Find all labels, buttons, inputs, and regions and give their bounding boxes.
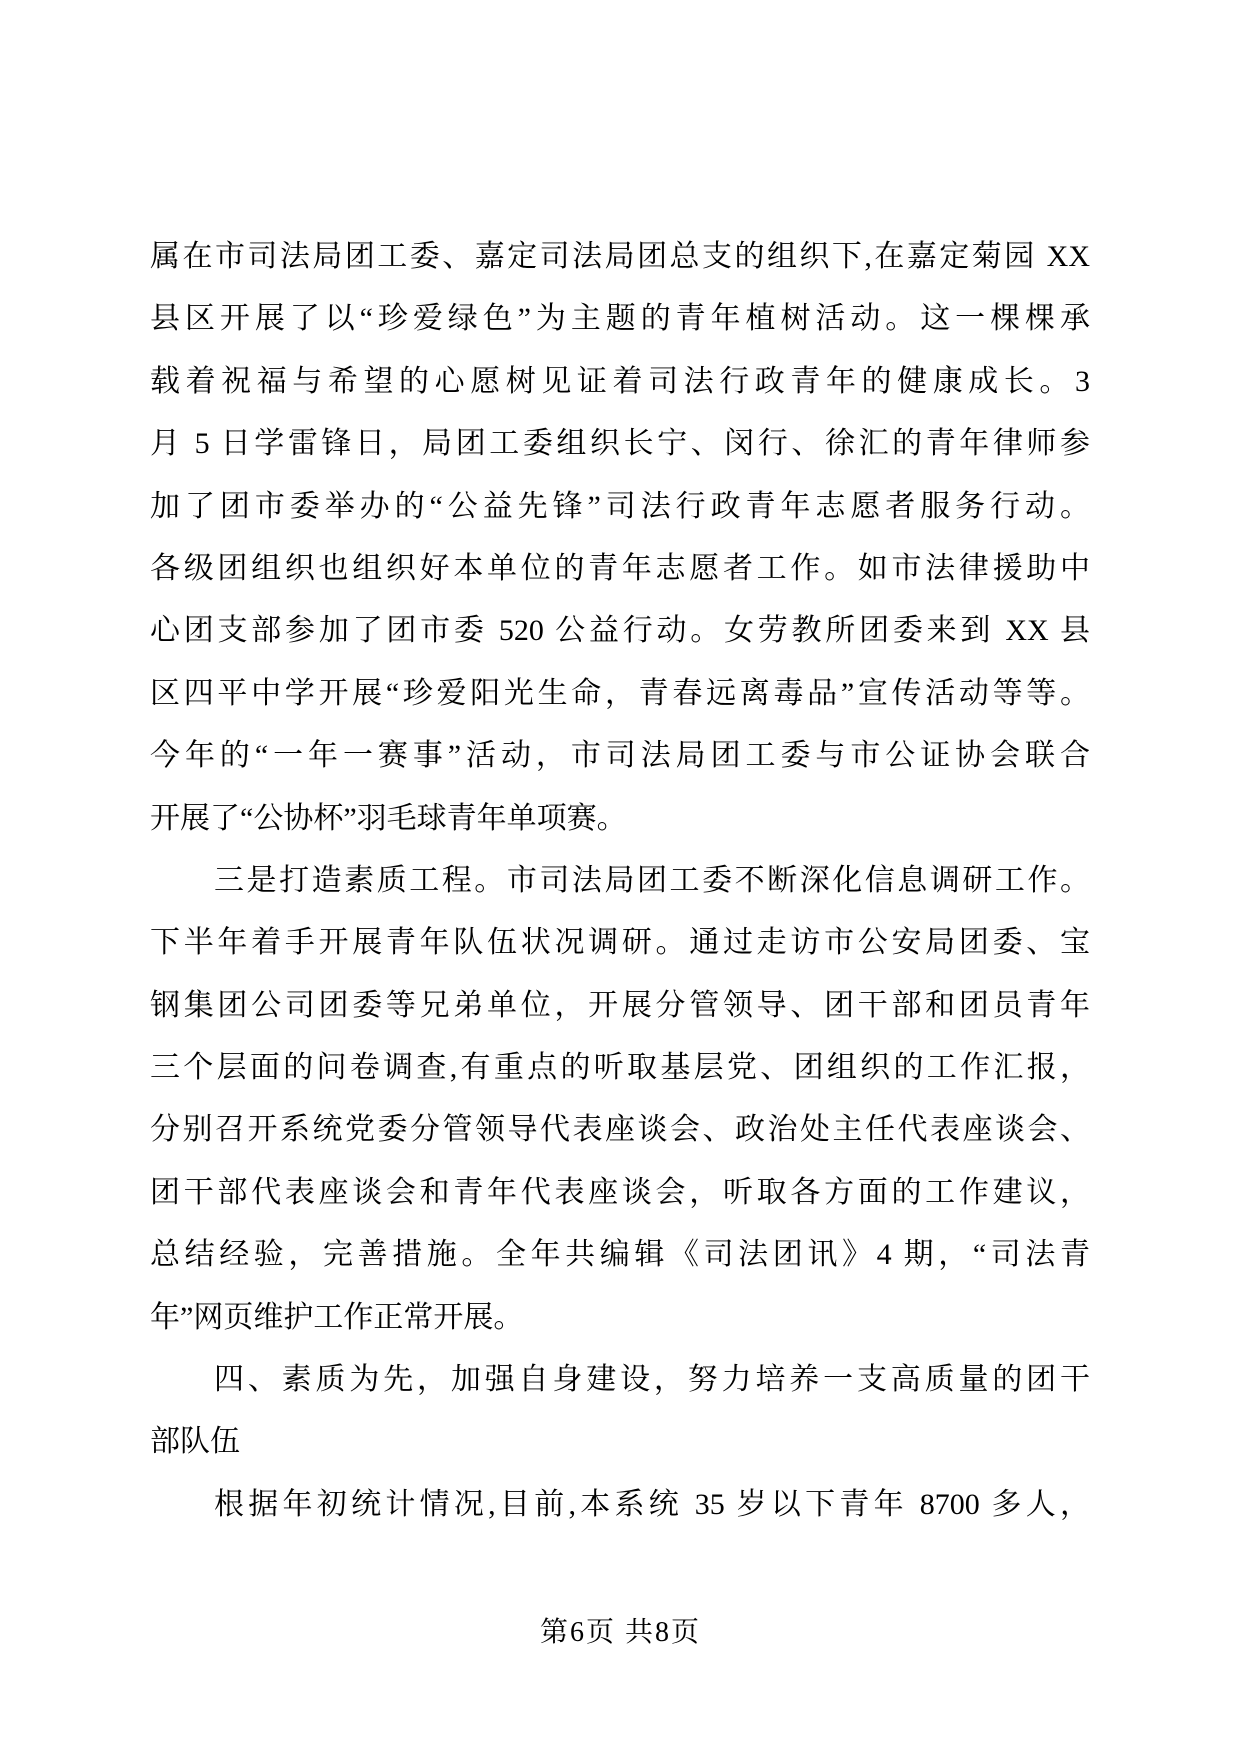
text-line: 载着祝福与希望的心愿树见证着司法行政青年的健康成长。3 [150,364,1090,398]
text-line: 三是打造素质工程。市司法局团工委不断深化信息调研工作。 [214,863,1090,897]
text-line: 分别召开系统党委分管领导代表座谈会、政治处主任代表座谈会、 [150,1113,1090,1147]
text-line: 部队伍 [150,1425,240,1459]
text-line: 团干部代表座谈会和青年代表座谈会，听取各方面的工作建议， [150,1175,1090,1209]
text-line: 区四平中学开展“珍爱阳光生命，青春远离毒品”宣传活动等等。 [150,676,1090,710]
text-line: 心团支部参加了团市委 520 公益行动。女劳教所团委来到 XX 县 [150,614,1090,648]
text-line: 月 5 日学雷锋日，局团工委组织长宁、闵行、徐汇的青年律师参 [150,427,1090,461]
text-line: 总结经验，完善措施。全年共编辑《司法团讯》4 期，“司法青 [150,1238,1090,1272]
text-line: 三个层面的问卷调查,有重点的听取基层党、团组织的工作汇报， [150,1051,1090,1085]
text-line: 今年的“一年一赛事”活动，市司法局团工委与市公证协会联合 [150,739,1090,773]
text-body [150,226,1090,1536]
text-line: 属在市司法局团工委、嘉定司法局团总支的组织下,在嘉定菊园 XX [150,240,1090,273]
text-line: 加了团市委举办的“公益先锋”司法行政青年志愿者服务行动。 [150,489,1090,523]
text-line: 年”网页维护工作正常开展。 [150,1300,524,1334]
text-line: 下半年着手开展青年队伍状况调研。通过走访市公安局团委、宝 [150,926,1090,960]
text-line: 根据年初统计情况,目前,本系统 35 岁以下青年 8700 多人， [214,1487,1090,1521]
text-line: 县区开展了以“珍爱绿色”为主题的青年植树活动。这一棵棵承 [150,302,1090,336]
text-line: 四、素质为先，加强自身建设，努力培养一支高质量的团干 [214,1363,1090,1397]
page-number-footer: 第6页 共8页 [539,1617,701,1648]
text-line: 开展了“公协杯”羽毛球青年单项赛。 [150,801,627,835]
text-line: 钢集团公司团委等兄弟单位，开展分管领导、团干部和团员青年 [150,988,1090,1022]
text-line: 各级团组织也组织好本单位的青年志愿者工作。如市法律援助中 [150,551,1090,585]
